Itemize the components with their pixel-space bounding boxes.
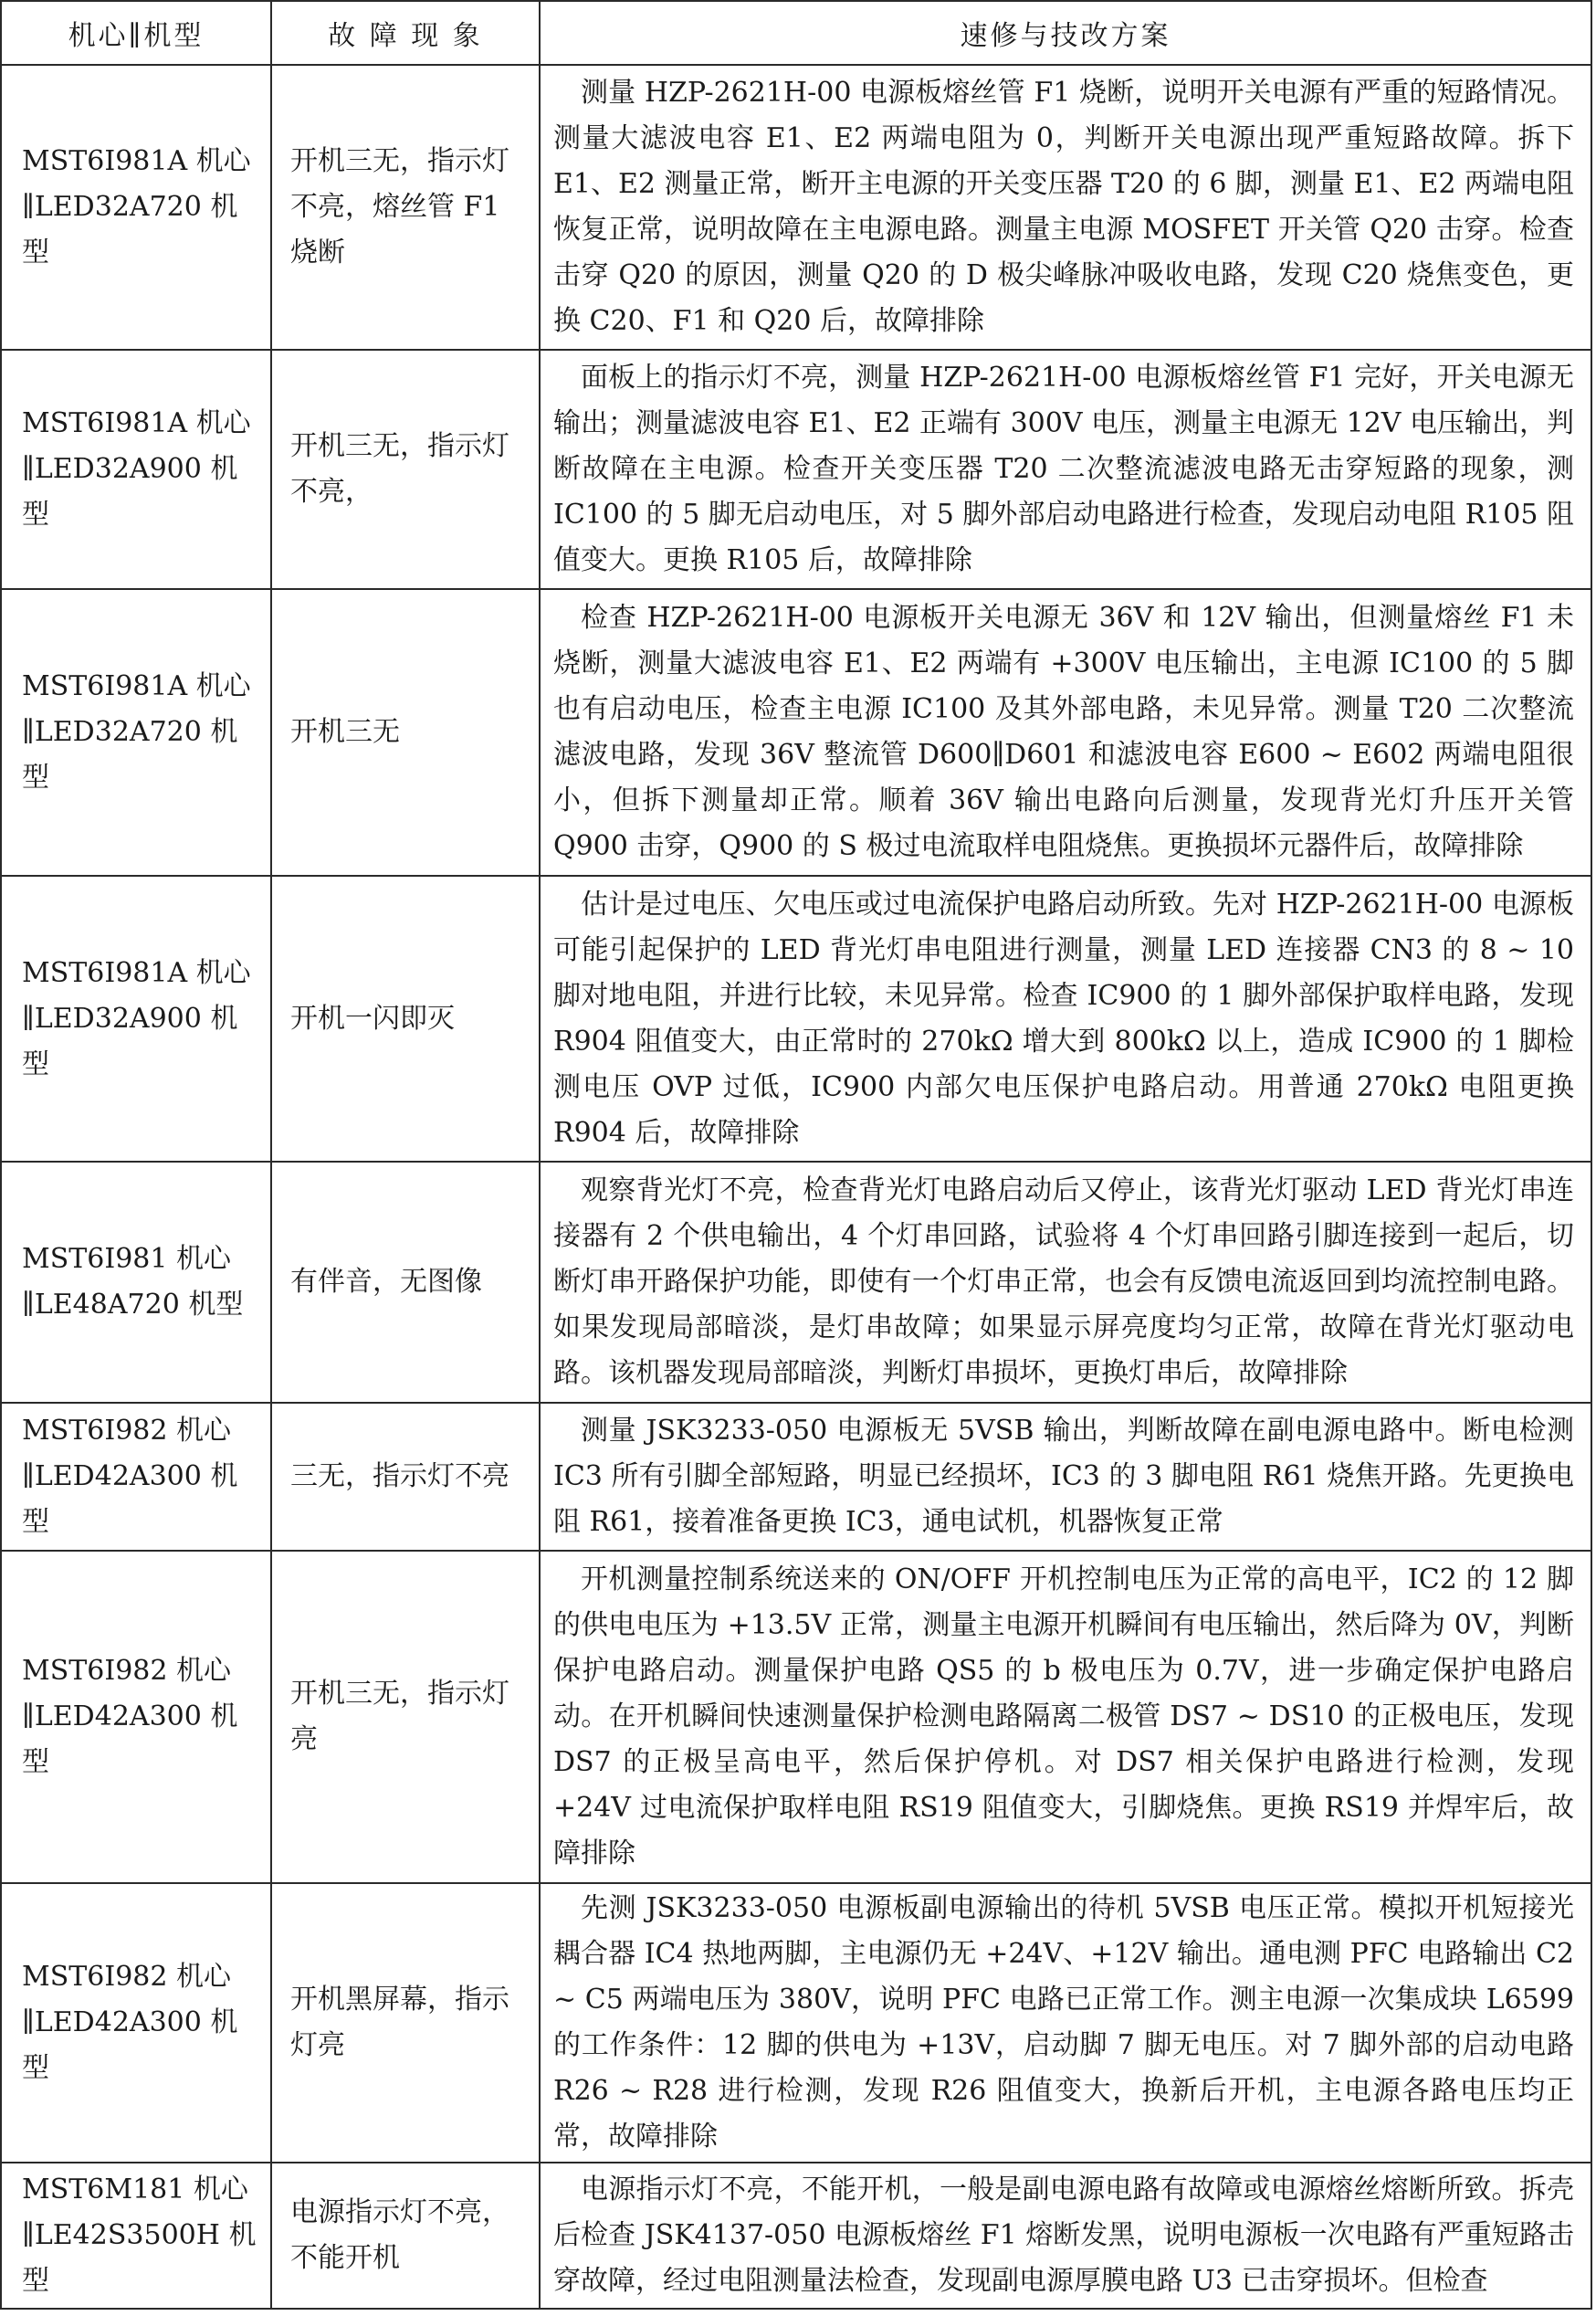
header-fault: 故 障 现 象 bbox=[271, 1, 540, 65]
fix-cell: 测量 HZP-2621H-00 电源板熔丝管 F1 烧断，说明开关电源有严重的短路情况。测量大滤波电容 E1、E2 两端电阻为 0，判断开关电源出现严重短路故障。拆下 E1、E2 测量正常，断开主电源的开关变压器 T20 的 6 脚，测量 E1、E2 两端电阻恢复正常，说明故障在主电源电路。测量主电源 MOSFET 开关管 Q20 击穿。检查击穿 Q20 的原因，测量 Q20 的 D 极尖峰脉冲吸收电路，发现 C20 烧焦变色，更换 C20、F1 和 Q20 后，故障排除 bbox=[540, 65, 1591, 350]
model-cell: MST6M181 机心∥LE42S3500H 机型 bbox=[1, 2163, 271, 2309]
model-cell: MST6I981A 机心∥LED32A900 机型 bbox=[1, 876, 271, 1162]
header-fix: 速修与技改方案 bbox=[540, 1, 1591, 65]
model-cell: MST6I982 机心∥LED42A300 机型 bbox=[1, 1403, 271, 1551]
table-row bbox=[1, 2163, 1591, 2309]
table-row bbox=[1, 1551, 1591, 1883]
fault-cell: 开机三无 bbox=[271, 589, 540, 876]
fix-cell: 面板上的指示灯不亮，测量 HZP-2621H-00 电源板熔丝管 F1 完好，开关电源无输出；测量滤波电容 E1、E2 正端有 300V 电压，测量主电源无 12V 电压输出，判断故障在主电源。检查开关变压器 T20 二次整流滤波电路无击穿短路的现象，测 IC100 的 5 脚无启动电压，对 5 脚外部启动电路进行检查，发现启动电阻 R105 阻值变大。更换 R105 后，故障排除 bbox=[540, 350, 1591, 589]
fault-cell: 有伴音，无图像 bbox=[271, 1162, 540, 1403]
fix-cell: 测量 JSK3233-050 电源板无 5VSB 输出，判断故障在副电源电路中。断电检测 IC3 所有引脚全部短路，明显已经损坏，IC3 的 3 脚电阻 R61 烧焦开路。先更换电阻 R61，接着准备更换 IC3，通电试机，机器恢复正常 bbox=[540, 1403, 1591, 1551]
fix-cell: 开机测量控制系统送来的 ON/OFF 开机控制电压为正常的高电平，IC2 的 12 脚的供电电压为 +13.5V 正常，测量主电源开机瞬间有电压输出，然后降为 0V，判断保护电路启动。测量保护电路 QS5 的 b 极电压为 0.7V，进一步确定保护电路启动。在开机瞬间快速测量保护检测电路隔离二极管 DS7 ~ DS10 的正极电压，发现 DS7 的正极呈高电平，然后保护停机。对 DS7 相关保护电路进行检测，发现 +24V 过电流保护取样电阻 RS19 阻值变大，引脚烧焦。更换 RS19 并焊牢后，故障排除 bbox=[540, 1551, 1591, 1883]
table-row bbox=[1, 1883, 1591, 2163]
fix-cell: 检查 HZP-2621H-00 电源板开关电源无 36V 和 12V 输出，但测量熔丝 F1 未烧断，测量大滤波电容 E1、E2 两端有 +300V 电压输出，主电源 IC100 的 5 脚也有启动电压，检查主电源 IC100 及其外部电路，未见异常。测量 T20 二次整流滤波电路，发现 36V 整流管 D600∥D601 和滤波电容 E600 ~ E602 两端电阻很小，但拆下测量却正常。顺着 36V 输出电路向后测量，发现背光灯升压开关管 Q900 击穿，Q900 的 S 极过电流取样电阻烧焦。更换损坏元器件后，故障排除 bbox=[540, 589, 1591, 876]
fault-cell: 开机三无，指示灯亮 bbox=[271, 1551, 540, 1883]
fault-cell: 开机三无，指示灯不亮，熔丝管 F1 烧断 bbox=[271, 65, 540, 350]
table-row bbox=[1, 1403, 1591, 1551]
fault-cell: 开机三无，指示灯不亮， bbox=[271, 350, 540, 589]
model-cell: MST6I981A 机心∥LED32A720 机型 bbox=[1, 65, 271, 350]
model-cell: MST6I982 机心∥LED42A300 机型 bbox=[1, 1883, 271, 2163]
table-header-row bbox=[1, 1, 1591, 65]
table-row bbox=[1, 65, 1591, 350]
model-cell: MST6I981 机心∥LE48A720 机型 bbox=[1, 1162, 271, 1403]
table-row bbox=[1, 350, 1591, 589]
model-cell: MST6I982 机心∥LED42A300 机型 bbox=[1, 1551, 271, 1883]
table-row bbox=[1, 589, 1591, 876]
model-cell: MST6I981A 机心∥LED32A900 机型 bbox=[1, 350, 271, 589]
table-row bbox=[1, 876, 1591, 1162]
fix-cell: 估计是过电压、欠电压或过电流保护电路启动所致。先对 HZP-2621H-00 电源板可能引起保护的 LED 背光灯串电阻进行测量，测量 LED 连接器 CN3 的 8 ~ 10 脚对地电阻，并进行比较，未见异常。检查 IC900 的 1 脚外部保护取样电路，发现 R904 阻值变大，由正常时的 270kΩ 增大到 800kΩ 以上，造成 IC900 的 1 脚检测电压 OVP 过低，IC900 内部欠电压保护电路启动。用普通 270kΩ 电阻更换 R904 后，故障排除 bbox=[540, 876, 1591, 1162]
model-cell: MST6I981A 机心∥LED32A720 机型 bbox=[1, 589, 271, 876]
fault-cell: 开机一闪即灭 bbox=[271, 876, 540, 1162]
fault-cell: 开机黑屏幕，指示灯亮 bbox=[271, 1883, 540, 2163]
header-model: 机心∥机型 bbox=[1, 1, 271, 65]
fix-cell: 先测 JSK3233-050 电源板副电源输出的待机 5VSB 电压正常。模拟开机短接光耦合器 IC4 热地两脚，主电源仍无 +24V、+12V 输出。通电测 PFC 电路输出 C2 ~ C5 两端电压为 380V，说明 PFC 电路已正常工作。测主电源一次集成块 L6599 的工作条件：12 脚的供电为 +13V，启动脚 7 脚无电压。对 7 脚外部的启动电路 R26 ~ R28 进行检测，发现 R26 阻值变大，换新后开机，主电源各路电压均正常，故障排除 bbox=[540, 1883, 1591, 2163]
fix-cell: 电源指示灯不亮，不能开机，一般是副电源电路有故障或电源熔丝熔断所致。拆壳后检查 JSK4137-050 电源板熔丝 F1 熔断发黑，说明电源板一次电路有严重短路击穿故障，经过电阻测量法检查，发现副电源厚膜电路 U3 已击穿损坏。但检查 bbox=[540, 2163, 1591, 2309]
table-row bbox=[1, 1162, 1591, 1403]
fix-cell: 观察背光灯不亮，检查背光灯电路启动后又停止，该背光灯驱动 LED 背光灯串连接器有 2 个供电输出，4 个灯串回路，试验将 4 个灯串回路引脚连接到一起后，切断灯串开路保护功能，即使有一个灯串正常，也会有反馈电流返回到均流控制电路。如果发现局部暗淡，是灯串故障；如果显示屏亮度均匀正常，故障在背光灯驱动电路。该机器发现局部暗淡，判断灯串损坏，更换灯串后，故障排除 bbox=[540, 1162, 1591, 1403]
fault-cell: 电源指示灯不亮，不能开机 bbox=[271, 2163, 540, 2309]
fault-cell: 三无，指示灯不亮 bbox=[271, 1403, 540, 1551]
